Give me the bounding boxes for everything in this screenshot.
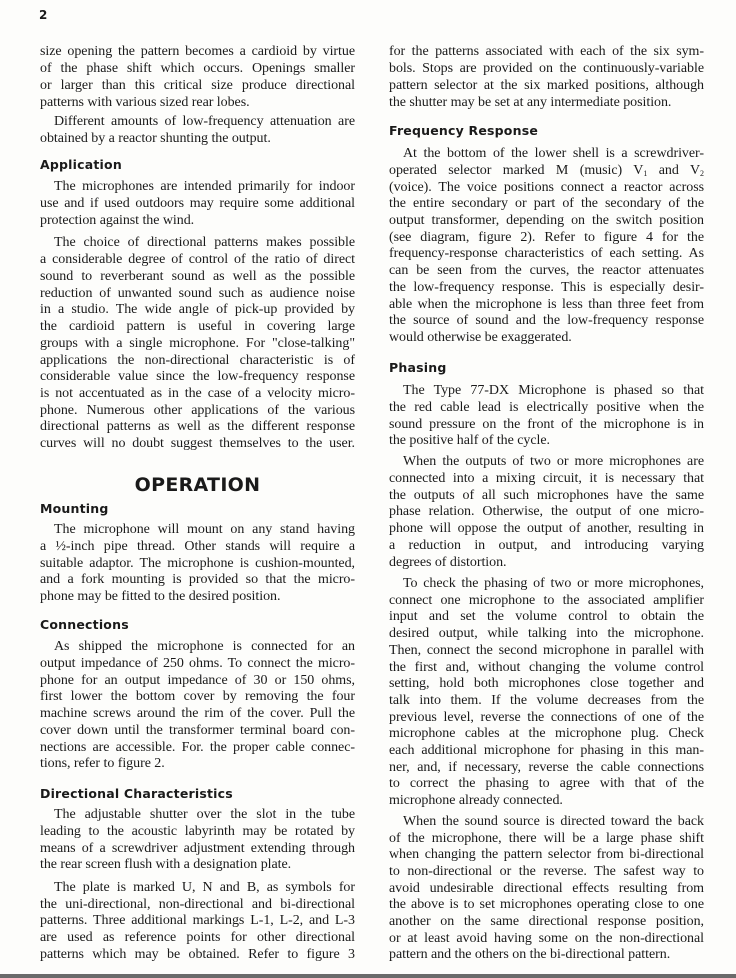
text-line: setting, hold both microphones close together and — [389, 676, 704, 691]
subscript: 1 — [643, 169, 648, 178]
text-line: the shutter may be set at any intermediate position. — [389, 95, 672, 110]
text-line: a reduction in output, and introducing varying — [389, 538, 704, 553]
text-line: (see diagram, figure 2). Refer to figure 4 for the — [389, 230, 704, 245]
text-line: a considerable degree of control of the ratio of direct — [40, 252, 355, 267]
text-line: patterns. Three additional markings L-1, L-2, and L-3 — [40, 913, 355, 928]
section-heading-mounting: Mounting — [40, 501, 109, 516]
text-line: the first and, without changing the volume control — [389, 660, 704, 675]
text-line: obtained by a reactor shunting the output. — [40, 131, 271, 146]
text-line: When the outputs of two or more microphones are — [403, 454, 704, 469]
text-line: connect one microphone to the associated amplifier — [389, 593, 704, 608]
section-heading-directional-characteristics: Directional Characteristics — [40, 786, 233, 801]
section-heading-frequency-response: Frequency Response — [389, 123, 539, 138]
text-line: size opening the pattern becomes a cardioid by virtue — [40, 44, 355, 59]
text-line: previous level, reverse the connections of one of the — [389, 710, 704, 725]
text-line: to non-directional or the reverse. The safest way to — [389, 864, 704, 879]
section-heading-application: Application — [40, 157, 122, 172]
text-line: (voice). The voice positions connect a reactor across — [389, 180, 704, 195]
text-line: The microphone will mount on any stand having — [54, 522, 355, 537]
text-line: is not accentuated as in the case of a velocity micro- — [40, 386, 355, 401]
page-number: 2 — [39, 8, 48, 22]
text-line: As shipped the microphone is connected for an — [54, 639, 355, 654]
text-line: bols. Stops are provided on the continuously-variable — [389, 61, 704, 76]
text-line: the low-frequency response. This is especially desir- — [389, 280, 704, 295]
text-line: groups with a single microphone. For "close-talking" — [40, 336, 355, 351]
text-line: for the patterns associated with each of the six sym- — [389, 44, 704, 59]
text-line: or at least avoid having some on the non-directional — [389, 931, 704, 946]
text-line: the entire secondary or part of the secondary of the — [389, 196, 704, 211]
text-line: At the bottom of the lower shell is a screwdriver- — [403, 146, 704, 161]
text-line: directional patterns as well as the different response — [40, 419, 355, 434]
text-line: connected into a mixing circuit, it is necessary that — [389, 471, 704, 486]
text-line: another on the same directional response position, — [389, 914, 704, 929]
text-line: reduction of unwanted sound such as audience noise — [40, 286, 355, 301]
text-line: protection against the wind. — [40, 213, 195, 228]
text-line: nections are accessible. For. the proper cable connec- — [40, 740, 355, 755]
text-line: talk into them. If the volume decreases from the — [389, 693, 704, 708]
text-line: means of a screwdriver adjustment extending through — [40, 841, 355, 856]
text-line: in a studio. The wide angle of pick-up provided by — [40, 302, 355, 317]
text-line: the source of sound and the low-frequency response — [389, 313, 704, 328]
text-line: When the sound source is directed toward the back — [403, 814, 704, 829]
text-line: microphone cables at the microphone plug. Check — [389, 726, 704, 741]
text-line: and a fork mounting is provided so that the micro- — [40, 572, 355, 587]
text-line: The plate is marked U, N and B, as symbols for — [54, 880, 355, 895]
text-line: pattern and the others on the bi-directional pattern. — [389, 947, 671, 962]
text-line: use and if used outdoors may require some additional — [40, 196, 355, 211]
text-line — [389, 163, 704, 179]
text-line: first lower the bottom cover by removing the four — [40, 689, 355, 704]
text-line: phone will oppose the output of another, resulting in — [389, 521, 704, 536]
text-line: sound to reverberant sound as well as the possible — [40, 269, 355, 284]
text-line: patterns which may be obtained. Refer to figure 3 — [40, 947, 355, 962]
text-line: phone for an output impedance of 30 or 150 ohms, — [40, 673, 355, 688]
text-line: ner, and, if necessary, reverse the cable connections — [389, 760, 704, 775]
section-title-operation: OPERATION — [134, 474, 261, 496]
subscript: 2 — [700, 169, 704, 178]
text-line: desired output, while talking into the microphone. — [389, 626, 704, 641]
text-line: machine screws around the rim of the cover. Pull the — [40, 706, 355, 721]
text-line: The choice of directional patterns makes possible — [54, 235, 355, 250]
text-line: are used as reference points for other directional — [40, 930, 355, 945]
text-line: phone may be fitted to the desired position. — [40, 589, 281, 604]
text-line: the outputs of all such microphones have the same — [389, 488, 704, 503]
text-line: would otherwise be exaggerated. — [389, 330, 572, 345]
text-line: phase relation. Otherwise, the output of one micro- — [389, 504, 704, 519]
text-line: the above is to set microphones operating close to one — [389, 897, 704, 912]
text-line: The adjustable shutter over the slot in the tube — [54, 807, 355, 822]
text-line: or larger than this critical size produce directional — [40, 78, 355, 93]
text-line: to correct the phasing to agree with that of the — [389, 776, 704, 791]
text-line: the positive half of the cycle. — [389, 433, 550, 448]
text-line: each additional microphone for phasing in this man- — [389, 743, 704, 758]
text-line: of the phase shift which occurs. Openings smaller — [40, 61, 355, 76]
text-line: considerable value since the low-frequency response — [40, 369, 355, 384]
text-line: leading to the acoustic labyrinth may be rotated by — [40, 824, 355, 839]
text-line: tions, refer to figure 2. — [40, 756, 165, 771]
text-line: frequency-response characteristics of each setting. As — [389, 246, 704, 261]
text-line: curves will no doubt suggest themselves to the user. — [40, 436, 355, 451]
text-line: pattern selector at the six marked positions, although — [389, 78, 704, 93]
text-line: input and set the volume control to obtain the — [389, 609, 704, 624]
text-line: the uni-directional, non-directional and bi-directional — [40, 897, 355, 912]
text-line: cover down until the transformer terminal board con- — [40, 723, 355, 738]
text-line: a ½-inch pipe thread. Other stands will require a — [40, 539, 355, 554]
text-line: the cardioid pattern is useful in covering large — [40, 319, 355, 334]
text-line: when changing the pattern selector from bi-directional — [389, 847, 704, 862]
text-fragment: operated selector marked M (music) V — [389, 163, 644, 178]
page-bottom-edge — [0, 974, 736, 978]
text-line: To check the phasing of two or more microphones, — [403, 576, 704, 591]
text-line: avoid undesirable directional effects resulting from — [389, 881, 704, 896]
text-line: suitable adaptor. The microphone is cushion-mounted, — [40, 556, 355, 571]
text-line: the red cable lead is electrically positive when the — [389, 400, 704, 415]
text-line: The Type 77-DX Microphone is phased so that — [403, 383, 704, 398]
text-line: of the microphone, there will be a large phase shift — [389, 831, 704, 846]
section-heading-phasing: Phasing — [389, 360, 447, 375]
text-line: sound pressure on the front of the microphone is in — [389, 417, 704, 432]
text-line: patterns with various sized rear lobes. — [40, 95, 250, 110]
text-line: the rear screen flush with a designation plate. — [40, 857, 292, 872]
text-line: can be seen from the curves, the reactor attenuates — [389, 263, 704, 278]
text-line: microphone already connected. — [389, 793, 563, 808]
text-line: The microphones are intended primarily for indoor — [54, 179, 355, 194]
text-line: phone. Numerous other applications of the various — [40, 403, 355, 418]
text-line: applications the non-directional characteristic is of — [40, 353, 355, 368]
text-line: degrees of distortion. — [389, 555, 507, 570]
section-heading-connections: Connections — [40, 617, 129, 632]
text-line: output impedance of 250 ohms. To connect the micro- — [40, 656, 355, 671]
text-line: output transformer, depending on the switch position — [389, 213, 704, 228]
text-line: able when the microphone is less than three feet from — [389, 297, 704, 312]
text-line: Different amounts of low-frequency attenuation are — [54, 114, 355, 129]
text-fragment: and V — [647, 163, 701, 178]
text-line: Then, connect the second microphone in parallel with — [389, 643, 704, 658]
